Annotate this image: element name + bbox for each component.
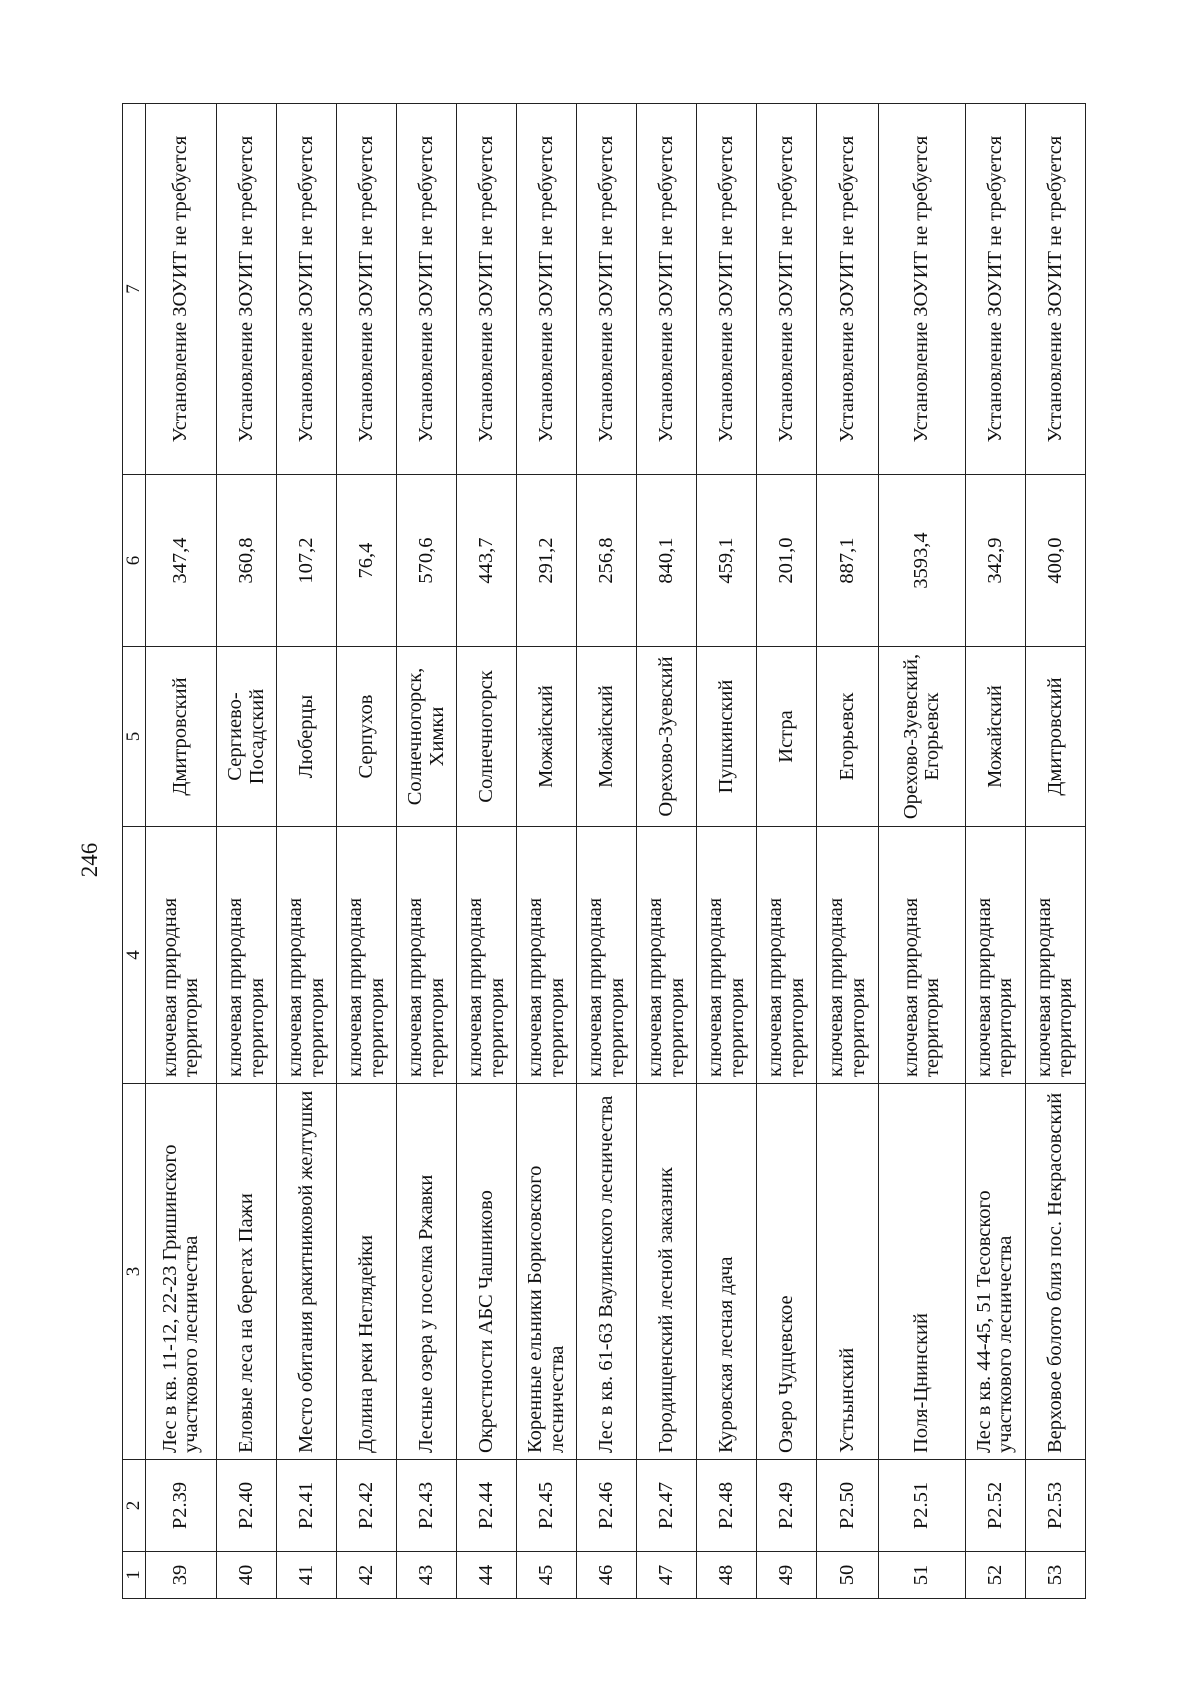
table-row bbox=[457, 104, 517, 1599]
row-district: Сергиево-Посадский bbox=[217, 647, 277, 827]
row-area: 256,8 bbox=[577, 475, 637, 647]
table-row bbox=[217, 104, 277, 1599]
column-header: 3 bbox=[123, 1084, 146, 1460]
row-number: 39 bbox=[146, 1552, 217, 1599]
column-header: 5 bbox=[123, 647, 146, 827]
table-row bbox=[879, 104, 966, 1599]
row-name: Верховое болото близ пос. Некрасовский bbox=[1025, 1084, 1085, 1460]
row-note: Установление ЗОУИТ не требуется bbox=[757, 104, 817, 475]
row-code: P2.39 bbox=[146, 1460, 217, 1552]
row-category: ключевая природная территория bbox=[879, 827, 966, 1084]
row-name: Еловые леса на берегах Пажи bbox=[217, 1084, 277, 1460]
table-header-row bbox=[123, 104, 146, 1599]
row-district: Солнечногорск bbox=[457, 647, 517, 827]
row-note: Установление ЗОУИТ не требуется bbox=[1025, 104, 1085, 475]
row-number: 40 bbox=[217, 1552, 277, 1599]
column-header: 7 bbox=[123, 104, 146, 475]
row-number: 51 bbox=[879, 1552, 966, 1599]
row-district: Дмитровский bbox=[1025, 647, 1085, 827]
row-number: 43 bbox=[397, 1552, 457, 1599]
table-row bbox=[397, 104, 457, 1599]
row-code: P2.44 bbox=[457, 1460, 517, 1552]
row-category: ключевая природная территория bbox=[817, 827, 879, 1084]
table-row bbox=[697, 104, 757, 1599]
row-district: Люберцы bbox=[277, 647, 337, 827]
table-row bbox=[637, 104, 697, 1599]
row-district: Егорьевск bbox=[817, 647, 879, 827]
row-category: ключевая природная территория bbox=[457, 827, 517, 1084]
row-note: Установление ЗОУИТ не требуется bbox=[577, 104, 637, 475]
row-area: 570,6 bbox=[397, 475, 457, 647]
row-district: Можайский bbox=[517, 647, 577, 827]
table-row bbox=[757, 104, 817, 1599]
row-number: 52 bbox=[965, 1552, 1025, 1599]
row-code: P2.51 bbox=[879, 1460, 966, 1552]
row-category: ключевая природная территория bbox=[1025, 827, 1085, 1084]
row-category: ключевая природная территория bbox=[337, 827, 397, 1084]
row-district: Орехово-Зуевский bbox=[637, 647, 697, 827]
row-name: Долина реки Неглядейки bbox=[337, 1084, 397, 1460]
row-category: ключевая природная территория bbox=[965, 827, 1025, 1084]
row-name: Окрестности АБС Чашниково bbox=[457, 1084, 517, 1460]
row-code: P2.41 bbox=[277, 1460, 337, 1552]
row-number: 49 bbox=[757, 1552, 817, 1599]
row-area: 291,2 bbox=[517, 475, 577, 647]
row-area: 347,4 bbox=[146, 475, 217, 647]
column-header: 2 bbox=[123, 1460, 146, 1552]
row-category: ключевая природная территория bbox=[217, 827, 277, 1084]
row-code: P2.46 bbox=[577, 1460, 637, 1552]
row-note: Установление ЗОУИТ не требуется bbox=[517, 104, 577, 475]
table-row bbox=[965, 104, 1025, 1599]
row-note: Установление ЗОУИТ не требуется bbox=[697, 104, 757, 475]
row-category: ключевая природная территория bbox=[397, 827, 457, 1084]
row-number: 48 bbox=[697, 1552, 757, 1599]
row-note: Установление ЗОУИТ не требуется bbox=[817, 104, 879, 475]
row-district: Можайский bbox=[965, 647, 1025, 827]
row-name: Место обитания ракитниковой желтушки bbox=[277, 1084, 337, 1460]
table-row bbox=[1025, 104, 1085, 1599]
row-name: Лесные озера у поселка Ржавки bbox=[397, 1084, 457, 1460]
row-district: Истра bbox=[757, 647, 817, 827]
row-category: ключевая природная территория bbox=[697, 827, 757, 1084]
register-table-wrapper bbox=[122, 104, 1086, 1599]
row-name: Лес в кв. 61-63 Ваулинского лесничества bbox=[577, 1084, 637, 1460]
row-district: Дмитровский bbox=[146, 647, 217, 827]
row-area: 201,0 bbox=[757, 475, 817, 647]
table-row bbox=[277, 104, 337, 1599]
row-name: Озеро Чудцевское bbox=[757, 1084, 817, 1460]
row-note: Установление ЗОУИТ не требуется bbox=[397, 104, 457, 475]
row-name: Поля-Цнинский bbox=[879, 1084, 966, 1460]
column-header: 6 bbox=[123, 475, 146, 647]
row-code: P2.52 bbox=[965, 1460, 1025, 1552]
row-area: 360,8 bbox=[217, 475, 277, 647]
row-category: ключевая природная территория bbox=[146, 827, 217, 1084]
row-note: Установление ЗОУИТ не требуется bbox=[146, 104, 217, 475]
row-code: P2.49 bbox=[757, 1460, 817, 1552]
rotated-table-container bbox=[122, 104, 1086, 1599]
row-note: Установление ЗОУИТ не требуется bbox=[879, 104, 966, 475]
row-number: 50 bbox=[817, 1552, 879, 1599]
row-number: 45 bbox=[517, 1552, 577, 1599]
row-area: 400,0 bbox=[1025, 475, 1085, 647]
row-note: Установление ЗОУИТ не требуется bbox=[217, 104, 277, 475]
row-note: Установление ЗОУИТ не требуется bbox=[277, 104, 337, 475]
row-area: 76,4 bbox=[337, 475, 397, 647]
row-note: Установление ЗОУИТ не требуется bbox=[457, 104, 517, 475]
row-name: Городищенский лесной заказник bbox=[637, 1084, 697, 1460]
row-district: Можайский bbox=[577, 647, 637, 827]
row-code: P2.42 bbox=[337, 1460, 397, 1552]
row-code: P2.47 bbox=[637, 1460, 697, 1552]
row-district: Солнечногорск, Химки bbox=[397, 647, 457, 827]
row-name: Устьынский bbox=[817, 1084, 879, 1460]
row-category: ключевая природная территория bbox=[637, 827, 697, 1084]
row-category: ключевая природная территория bbox=[577, 827, 637, 1084]
row-number: 41 bbox=[277, 1552, 337, 1599]
row-district: Орехово-Зуевский, Егорьевск bbox=[879, 647, 966, 827]
column-header: 4 bbox=[123, 827, 146, 1084]
row-name: Коренные ельники Борисовского лесничества bbox=[517, 1084, 577, 1460]
row-number: 53 bbox=[1025, 1552, 1085, 1599]
row-note: Установление ЗОУИТ не требуется bbox=[637, 104, 697, 475]
table-row bbox=[577, 104, 637, 1599]
column-header: 1 bbox=[123, 1552, 146, 1599]
table-row bbox=[146, 104, 217, 1599]
row-number: 44 bbox=[457, 1552, 517, 1599]
row-area: 342,9 bbox=[965, 475, 1025, 647]
table-row bbox=[337, 104, 397, 1599]
row-category: ключевая природная территория bbox=[517, 827, 577, 1084]
row-number: 42 bbox=[337, 1552, 397, 1599]
row-number: 47 bbox=[637, 1552, 697, 1599]
row-area: 887,1 bbox=[817, 475, 879, 647]
row-code: P2.53 bbox=[1025, 1460, 1085, 1552]
row-code: P2.45 bbox=[517, 1460, 577, 1552]
row-area: 3593,4 bbox=[879, 475, 966, 647]
row-code: P2.50 bbox=[817, 1460, 879, 1552]
row-note: Установление ЗОУИТ не требуется bbox=[965, 104, 1025, 475]
row-district: Пушкинский bbox=[697, 647, 757, 827]
row-area: 107,2 bbox=[277, 475, 337, 647]
row-note: Установление ЗОУИТ не требуется bbox=[337, 104, 397, 475]
row-area: 840,1 bbox=[637, 475, 697, 647]
row-name: Куровская лесная дача bbox=[697, 1084, 757, 1460]
row-category: ключевая природная территория bbox=[277, 827, 337, 1084]
row-area: 443,7 bbox=[457, 475, 517, 647]
row-district: Серпухов bbox=[337, 647, 397, 827]
table-row bbox=[817, 104, 879, 1599]
row-name: Лес в кв. 11-12, 22-23 Гришинского участкового лесничества bbox=[146, 1084, 217, 1460]
row-code: P2.40 bbox=[217, 1460, 277, 1552]
register-table bbox=[122, 103, 1086, 1599]
row-name: Лес в кв. 44-45, 51 Тесовского участкового лесничества bbox=[965, 1084, 1025, 1460]
page-number: 246 bbox=[77, 842, 102, 878]
row-category: ключевая природная территория bbox=[757, 827, 817, 1084]
table-row bbox=[517, 104, 577, 1599]
row-area: 459,1 bbox=[697, 475, 757, 647]
row-code: P2.43 bbox=[397, 1460, 457, 1552]
row-code: P2.48 bbox=[697, 1460, 757, 1552]
row-number: 46 bbox=[577, 1552, 637, 1599]
